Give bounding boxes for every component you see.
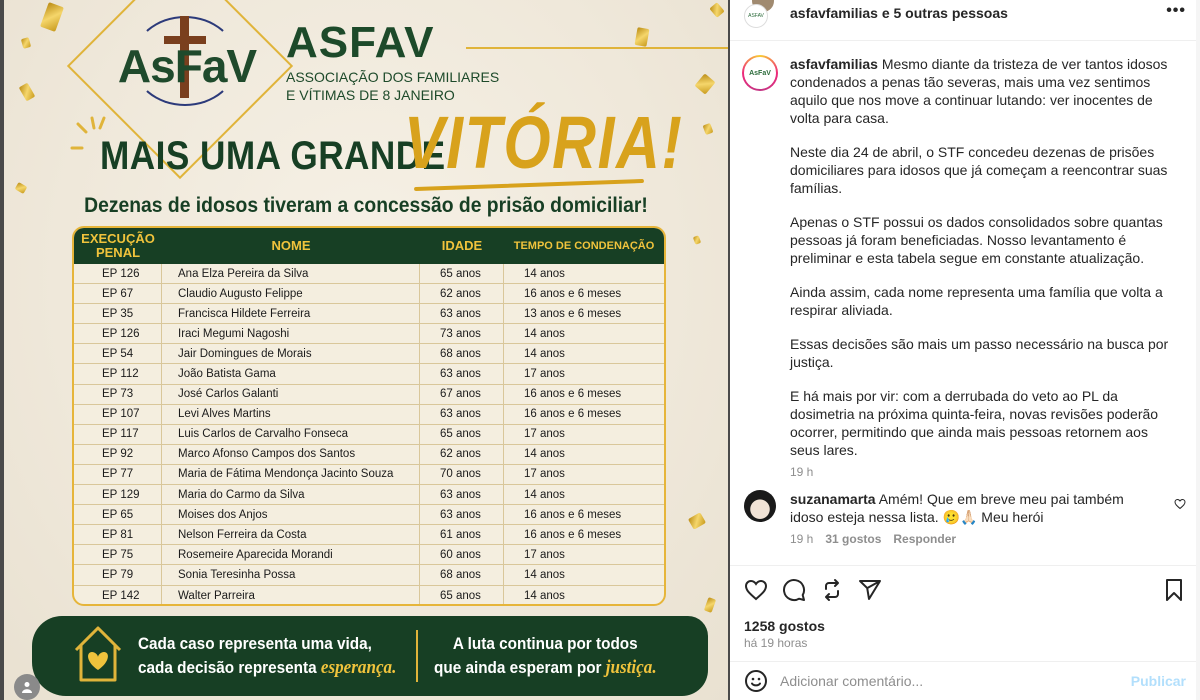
cell-idade: 63 anos [420,505,504,524]
logo-mark: AsFaV [117,40,257,92]
bookmark-icon [1162,578,1186,602]
col-nome: NOME [271,238,311,253]
cell-execucao: EP 54 [74,344,162,363]
author-avatar[interactable]: ASFAV [744,4,768,28]
cell-nome: Francisca Hildete Ferreira [162,304,420,323]
more-options-icon[interactable]: ••• [1166,2,1186,19]
table-row [74,565,664,585]
cell-execucao: EP 79 [74,565,162,584]
user-icon [21,681,33,693]
cell-tempo: 14 anos [524,568,565,581]
footer-banner [32,616,708,696]
banner-message-right [434,632,657,680]
caption-paragraph: Essas decisões são mais um passo necessário na busca por justiça. [790,336,1169,370]
banner-highlight-esperanca: esperança. [320,657,397,678]
cell-nome: Moises dos Anjos [162,505,420,524]
likes-count[interactable]: 1258 gostos [744,618,825,634]
table-row [74,425,664,445]
cell-idade: 63 anos [420,405,504,424]
cell-tempo: 13 anos e 6 meses [524,307,622,320]
confetti-decoration [704,597,716,613]
brand-subtitle-line1: ASSOCIAÇÃO DOS FAMILIARES [286,69,500,85]
caption-paragraph-text: Mesmo diante da tristeza de ver tantos idosos condenados a penas tão severas, mais uma vez sentimos aquilo que nos move a continuar lutando: ver inocentes de volta para casa. [790,56,1168,126]
comment-timestamp[interactable]: 19 h [790,532,814,546]
cell-tempo: 14 anos [524,448,565,461]
cell-execucao: EP 35 [74,304,162,323]
comment-like-icon[interactable] [1174,498,1186,510]
caption-avatar[interactable] [742,55,778,91]
cell-idade: 62 anos [420,445,504,464]
cell-execucao: EP 117 [74,425,162,444]
caption-text [790,55,1174,459]
banner-right-line1: A luta continua por todos [452,634,638,653]
confetti-decoration [709,2,724,18]
post-actions [730,565,1200,650]
cell-nome: Walter Parreira [162,586,420,606]
caption-paragraph: Neste dia 24 de abril, o STF concedeu dezenas de prisões domiciliares para idosos que já começam a reencontrar suas famílias. [790,144,1168,196]
comment-item [730,490,1200,546]
cell-execucao: EP 81 [74,525,162,544]
banner-left-line2 [138,656,396,680]
caption-timestamp[interactable]: 19 h [790,465,814,479]
banner-right-line2 [434,656,657,680]
cell-idade: 63 anos [420,485,504,504]
cell-idade: 61 anos [420,525,504,544]
confetti-decoration [703,123,714,135]
cell-idade: 68 anos [420,565,504,584]
table-row [74,304,664,324]
cell-idade: 60 anos [420,545,504,564]
beneficiaries-table [72,226,666,606]
cell-idade: 65 anos [420,264,504,283]
share-button[interactable] [858,578,882,602]
scrollbar[interactable] [1196,0,1200,700]
cell-tempo: 17 anos [524,468,565,481]
publish-button[interactable]: Publicar [1130,673,1186,689]
headline: MAIS UMA GRANDE [100,134,446,178]
cell-idade: 68 anos [420,344,504,363]
comment-text [790,490,1156,526]
cell-tempo: 14 anos [524,589,565,602]
table-row [74,405,664,425]
table-row [74,485,664,505]
cell-execucao: EP 73 [74,385,162,404]
table-row [74,525,664,545]
action-icons [744,578,882,602]
table-row [74,284,664,304]
cell-execucao: EP 126 [74,324,162,343]
table-row [74,586,664,606]
post-authors[interactable]: asfavfamilias e 5 outras pessoas [790,5,1008,21]
caption-paragraph: E há mais por vir: com a derrubada do veto ao PL da dosimetria na próxima quinta-feira, novas revisões poderão ocorrer, permitindo que ainda mais pessoas retornem aos seus lares. [790,388,1159,458]
confetti-decoration [15,182,28,194]
cell-execucao: EP 107 [74,405,162,424]
cell-tempo: 14 anos [524,267,565,280]
cell-execucao: EP 92 [74,445,162,464]
table-row [74,505,664,525]
brand-subtitle-line2: E VÍTIMAS DE 8 JANEIRO [286,87,455,103]
confetti-decoration [40,2,64,32]
tagged-users-button[interactable] [14,674,40,700]
cell-nome: Jair Domingues de Morais [162,344,420,363]
cell-nome: Nelson Ferreira da Costa [162,525,420,544]
cell-nome: Levi Alves Martins [162,405,420,424]
cell-idade: 65 anos [420,586,504,606]
banner-left-line2-text: cada decisão representa [138,658,321,677]
cell-execucao: EP 129 [74,485,162,504]
cell-execucao: EP 112 [74,364,162,383]
cell-execucao: EP 77 [74,465,162,484]
repost-button[interactable] [820,578,844,602]
cell-tempo: 16 anos e 6 meses [524,528,622,541]
table-header [74,228,664,264]
commenter-avatar[interactable] [744,490,776,522]
table-row [74,545,664,565]
save-button[interactable] [1162,578,1186,602]
headline-highlight: VITÓRIA! [404,101,684,184]
post-panel [730,0,1200,700]
banner-highlight-justica: justiça. [605,657,657,678]
brand-subtitle [286,68,499,104]
cell-tempo: 17 anos [524,548,565,561]
cell-nome: Maria de Fátima Mendonça Jacinto Souza [162,465,420,484]
brand-title: ASFAV [286,18,435,67]
heart-icon [744,578,768,602]
banner-left-line1: Cada caso representa uma vida, [138,634,372,653]
cell-tempo: 14 anos [524,488,565,501]
post-date[interactable]: há 19 horas [744,636,808,650]
comment-button[interactable] [782,578,806,602]
caption-avatar-logo: AsFaV [744,57,776,89]
decorative-line [466,47,728,49]
cell-execucao: EP 75 [74,545,162,564]
table-row [74,264,664,284]
cell-nome: Iraci Megumi Nagoshi [162,324,420,343]
banner-message-left [138,632,396,680]
col-idade: IDADE [441,238,483,253]
cell-nome: Ana Elza Pereira da Silva [162,264,420,283]
comment-likes[interactable]: 31 gostos [825,532,882,546]
cell-idade: 63 anos [420,304,504,323]
col-tempo: TEMPO DE CONDENAÇÃO [513,240,655,252]
cell-execucao: EP 142 [74,586,162,606]
cell-nome: João Batista Gama [162,364,420,383]
cell-tempo: 16 anos e 6 meses [524,388,622,401]
post-caption [730,55,1200,479]
add-comment-bar [730,661,1200,700]
like-button[interactable] [744,578,768,602]
cell-tempo: 16 anos e 6 meses [524,408,622,421]
send-icon [858,578,882,602]
house-heart-icon [72,624,124,684]
table-row [74,364,664,384]
cell-tempo: 17 anos [524,368,565,381]
cell-nome: Luis Carlos de Carvalho Fonseca [162,425,420,444]
cell-idade: 73 anos [420,324,504,343]
cell-execucao: EP 126 [74,264,162,283]
confetti-decoration [693,235,701,245]
confetti-decoration [694,73,715,94]
cell-idade: 70 anos [420,465,504,484]
table-row [74,324,664,344]
cell-execucao: EP 67 [74,284,162,303]
post-header [730,0,1200,41]
confetti-decoration [21,37,31,49]
comment-input[interactable] [780,673,1131,689]
cell-idade: 65 anos [420,425,504,444]
table-body [74,264,664,606]
comment-meta [790,532,1156,546]
cell-idade: 63 anos [420,364,504,383]
poster [4,0,728,700]
banner-right-line2-text: que ainda esperam por [434,658,606,677]
comment-bubble-icon [782,578,806,602]
confetti-decoration [635,27,650,47]
cell-nome: José Carlos Galanti [162,385,420,404]
cell-nome: Marco Afonso Campos dos Santos [162,445,420,464]
commenter-username[interactable]: suzanamarta [790,491,876,507]
cell-tempo: 17 anos [524,428,565,441]
cell-nome: Rosemeire Aparecida Morandi [162,545,420,564]
comment-body: Amém! Que em breve meu pai também idoso esteja nessa lista. 🥲🙏🏻 Meu herói [790,491,1124,525]
cell-tempo: 16 anos e 6 meses [524,287,622,300]
reply-button[interactable]: Responder [893,532,957,546]
subheadline: Dezenas de idosos tiveram a concessão de prisão domiciliar! [84,194,648,217]
table-row [74,445,664,465]
banner-divider [416,630,418,682]
table-row [74,385,664,405]
confetti-decoration [688,512,706,529]
caption-paragraph: Ainda assim, cada nome representa uma família que volta a respirar aliviada. [790,284,1163,318]
repost-icon [820,578,844,602]
confetti-decoration [19,83,36,102]
cell-nome: Claudio Augusto Felippe [162,284,420,303]
caption-username[interactable]: asfavfamilias [790,56,878,72]
emoji-icon[interactable] [744,669,768,693]
col-execucao: EXECUÇÃO PENAL [81,231,155,260]
cell-idade: 62 anos [420,284,504,303]
table-row [74,344,664,364]
cell-tempo: 14 anos [524,347,565,360]
caption-paragraph [790,55,1174,127]
cell-execucao: EP 65 [74,505,162,524]
cell-idade: 67 anos [420,385,504,404]
cell-tempo: 16 anos e 6 meses [524,508,622,521]
cell-nome: Sonia Teresinha Possa [162,565,420,584]
caption-paragraph: Apenas o STF possui os dados consolidados sobre quantas pessoas já foram beneficiadas. Nosso levantamento é preliminar e esta tabela segue em constante atualização. [790,214,1163,266]
table-row [74,465,664,485]
cell-nome: Maria do Carmo da Silva [162,485,420,504]
cell-tempo: 14 anos [524,327,565,340]
